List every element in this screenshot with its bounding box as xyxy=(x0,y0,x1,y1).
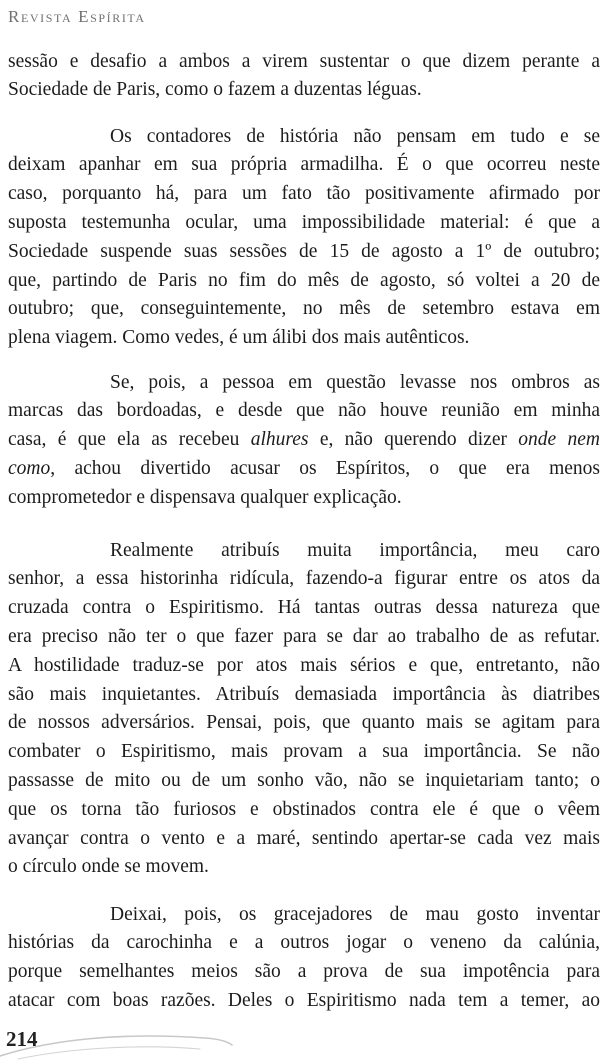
page-number: 214 xyxy=(6,1027,38,1051)
text-line: de nossos adversários. Pensai, pois, que quanto mais se agitam para xyxy=(8,712,600,734)
text-line: que, partindo de Paris no fim do mês de agosto, só voltei a 20 de xyxy=(8,269,600,291)
text-line: Sociedade de Paris, como o fazem a duzentas léguas. xyxy=(8,79,422,101)
text-line xyxy=(8,455,600,484)
paragraph xyxy=(8,901,600,1016)
text-line: sessão e desafio a ambos a virem sustentar o que dizem perante a xyxy=(8,50,600,72)
text-segment: , achou divertido acusar os Espíritos, o que era menos xyxy=(50,457,600,479)
paragraph xyxy=(8,537,600,883)
text-line: A hostilidade traduz-se por atos mais sérios e que, entretanto, não xyxy=(8,654,600,676)
text-line: deixam apanhar em sua própria armadilha. É o que ocorreu neste xyxy=(8,154,600,176)
text-line: histórias da carochinha e a outros jogar o veneno da calúnia, xyxy=(8,932,600,954)
text-line: atacar com boas razões. Deles o Espiritismo nada tem a temer, ao xyxy=(8,989,600,1011)
text-line: comprometedor e dispensava qualquer explicação. xyxy=(8,486,402,508)
text-segment: casa, é que ela as recebeu xyxy=(8,429,251,451)
text-line: senhor, a essa historinha ridícula, fazendo-a figurar entre os atos da xyxy=(8,568,600,590)
text-line: são mais inquietantes. Atribuís demasiada importância às diatribes xyxy=(8,683,600,705)
emphasized-text: alhures xyxy=(250,429,309,451)
text-line: Realmente atribuís muita importância, meu caro xyxy=(110,539,600,561)
text-line: marcas das bordoadas, e desde que não houve reunião em minha xyxy=(8,400,600,422)
text-line: Deixai, pois, os gracejadores de mau gosto inventar xyxy=(110,903,600,925)
paragraph xyxy=(8,369,600,513)
text-line: porque semelhantes meios são a prova de sua impotência para xyxy=(8,961,600,983)
text-line: outubro; que, conseguintemente, no mês de setembro estava em xyxy=(8,298,600,320)
text-line: plena viagem. Como vedes, é um álibi dos mais autênticos. xyxy=(8,327,470,349)
emphasized-text: como xyxy=(8,457,51,479)
text-line: Os contadores de história não pensam em tudo e se xyxy=(110,125,600,147)
text-line: passasse de mito ou de um sonho vão, não se inquietariam tanto; o xyxy=(8,769,600,791)
text-line: Se, pois, a pessoa em questão levasse nos ombros as xyxy=(110,371,600,393)
text-line: suposta testemunha ocular, uma impossibilidade material: é que a xyxy=(8,211,600,233)
text-segment: e, não querendo dizer xyxy=(308,429,519,451)
paragraph xyxy=(8,123,600,353)
text-line: o círculo onde se movem. xyxy=(8,856,209,878)
emphasized-text: onde nem xyxy=(518,429,600,451)
text-line: era preciso não ter o que fazer para se dar ao trabalho de as refutar. xyxy=(8,625,600,647)
text-line: Sociedade suspende suas sessões de 15 de agosto a 1º de outubro; xyxy=(8,240,600,262)
flourish-stroke xyxy=(18,1047,200,1059)
text-line xyxy=(8,426,600,455)
text-line: cruzada contra o Espiritismo. Há tantas outras dessa natureza que xyxy=(8,597,600,619)
running-head-title: Revista Espírita xyxy=(8,7,146,26)
text-line: combater o Espiritismo, mais provam a sua importância. Se não xyxy=(8,741,600,763)
paragraph xyxy=(8,48,600,106)
text-line: que os torna tão furiosos e obstinados contra ele é que o vêem xyxy=(8,798,600,820)
text-line: avançar contra o vento e a maré, sentindo apertar-se cada vez mais xyxy=(8,827,600,849)
text-line: caso, porquanto há, para um fato tão positivamente afirmado por xyxy=(8,183,600,205)
